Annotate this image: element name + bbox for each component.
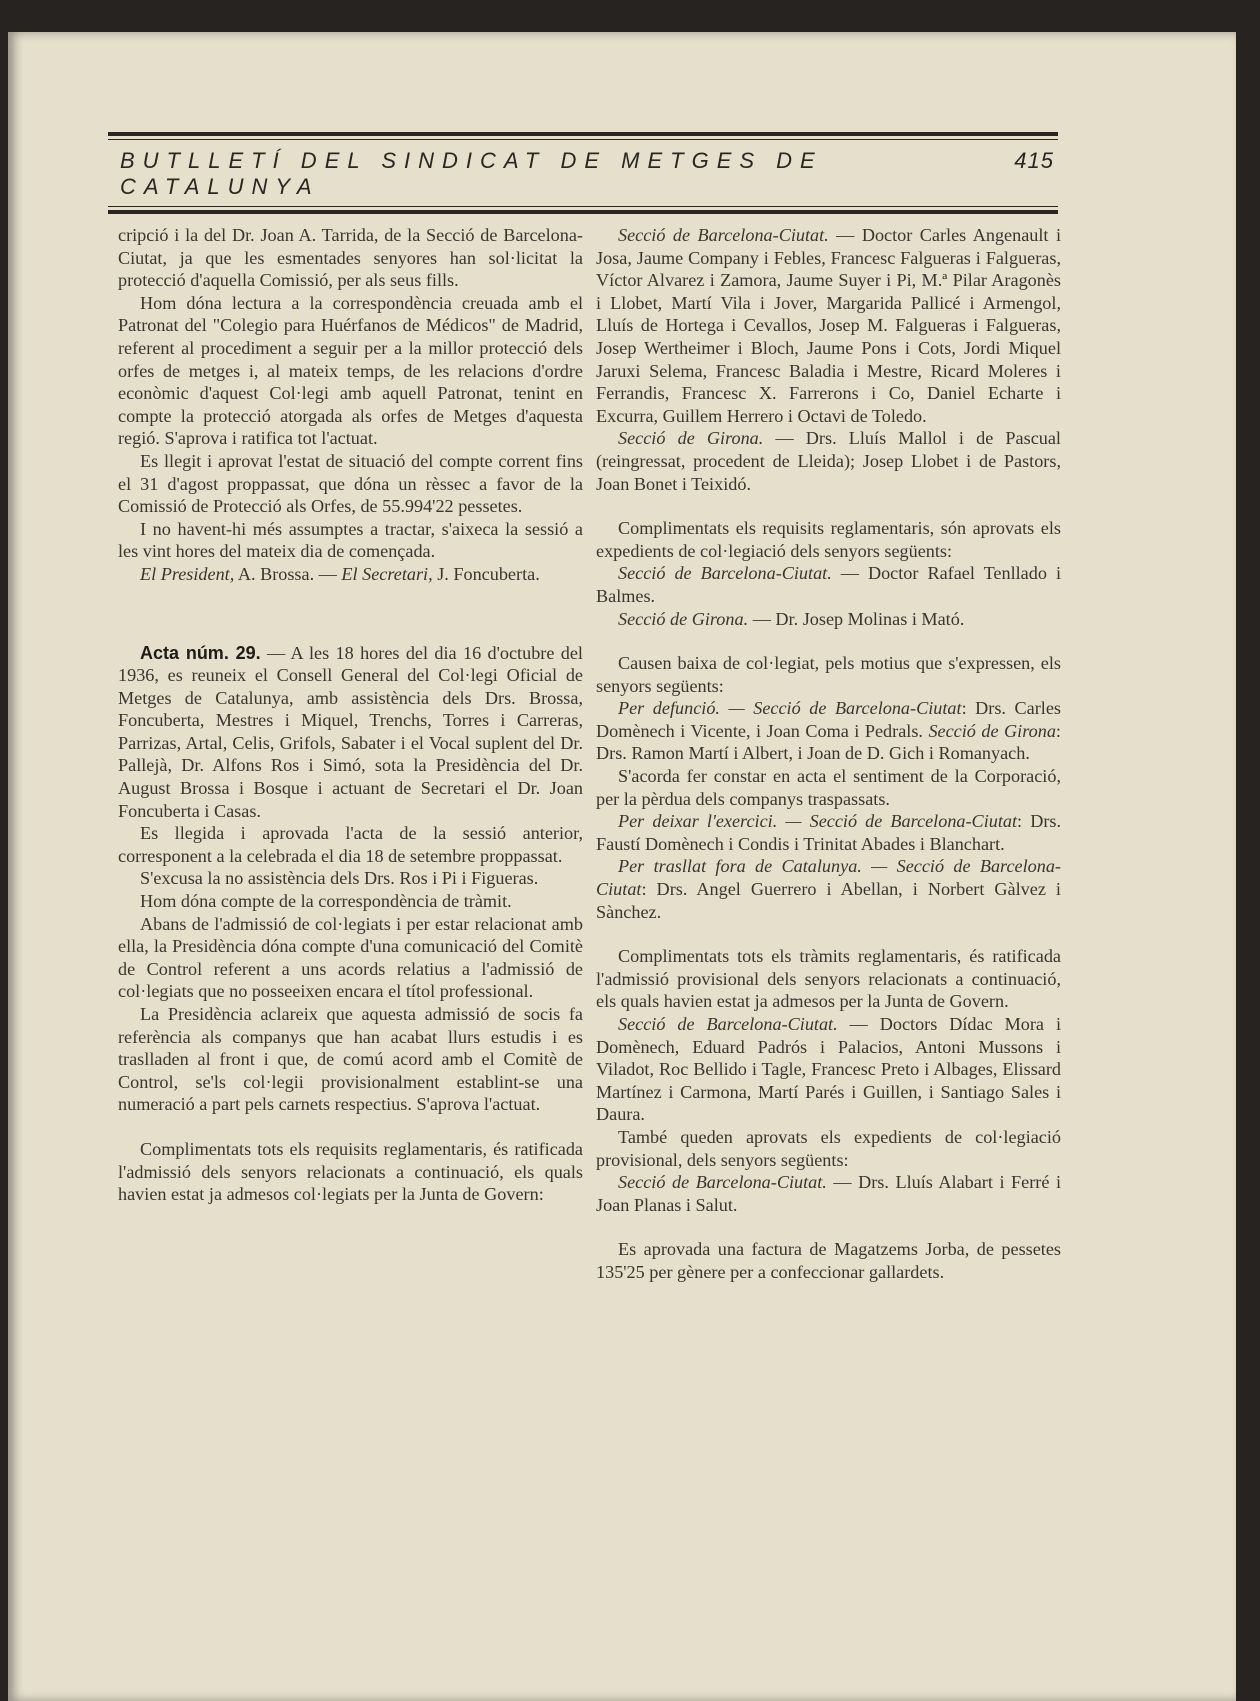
section-label: Per deixar l'exercici. — Secció de Barcelona-Ciutat: [618, 811, 1018, 832]
section-entry: [596, 427, 1061, 495]
section-entry: [596, 1171, 1061, 1216]
section-label: Secció de Girona.: [618, 608, 749, 629]
paragraph: S'excusa la no assistència dels Drs. Ros i Pi i Figueras.: [140, 868, 539, 889]
section-label: Secció de Girona.: [618, 428, 764, 449]
right-column: [596, 224, 1061, 1284]
signature-line: [118, 563, 583, 586]
paragraph: cripció i la del Dr. Joan A. Tarrida, de la Secció de Barcelona-Ciutat, ja que les esmentades senyores han sol·licitat la protecció d'aquella Comissió, per als seus fills.: [118, 225, 583, 291]
section-entry: [596, 608, 1061, 631]
president-name: A. Brossa. —: [234, 563, 342, 584]
section-entry: [596, 1013, 1061, 1126]
section-entry: [596, 810, 1061, 855]
acta-paragraph: [118, 642, 583, 823]
paragraph: I no havent-hi més assumptes a tractar, s'aixeca la sessió a les vint hores del mateix dia de començada.: [118, 518, 583, 562]
section-label: Secció de Barcelona-Ciutat.: [618, 563, 832, 584]
section-text: — Drs. Lluís Alabart i Ferré i Joan Planas i Salut.: [596, 1172, 1061, 1215]
section-text: : Drs. Faustí Domènech i Condis i Trinitat Abades i Blanchart.: [596, 811, 1062, 854]
running-header: [108, 132, 1058, 214]
paragraph: Complimentats tots els tràmits reglamentaris, és ratificada l'admissió provisional dels senyors relacionats a continuació, els quals havien estat ja admesos per la Junta de Govern.: [596, 946, 1061, 1012]
paragraph: Causen baixa de col·legiat, pels motius que s'expressen, els senyors següents:: [596, 653, 1061, 696]
section-entry: [596, 697, 1061, 765]
paragraph: Complimentats els requisits reglamentaris, són aprovats els expedients de col·legiació dels senyors següents:: [596, 518, 1061, 561]
section-text: — Drs. Lluís Mallol i de Pascual (reingressat, procedent de Lleida); Josep Llobet i de Pastors, Joan Bonet i Teixidó.: [596, 428, 1061, 494]
header-rule-bottom-thin: [108, 206, 1058, 207]
section-label: Secció de Barcelona-Ciutat.: [618, 1014, 838, 1034]
section-label: Per trasllat fora de Catalunya. — Secció de Barcelona-Ciutat: [596, 856, 1061, 900]
header-rule-bottom: [108, 210, 1058, 214]
section-text: : Drs. Ramon Martí i Albert, i Joan de D. Gich i Romanyach.: [596, 720, 1061, 764]
section-text: : Drs. Angel Guerrero i Abellan, i Norbert Gàlvez i Sànchez.: [596, 879, 1061, 922]
president-label: El President,: [140, 563, 235, 584]
paragraph: La Presidència aclareix que aquesta admissió de socis fa referència als companys que han acabat llurs estudis i es traslladen al front i que, de comú acord amb el Comitè de Control, se'ls col·legii provisionalment establint-se una numeració a part pels carnets respectius. S'aprova l'actuat.: [118, 1004, 583, 1115]
secretary-name: J. Foncuberta.: [432, 563, 540, 584]
section-entry: [596, 855, 1061, 923]
paragraph: Abans de l'admissió de col·legiats i per estar relacionat amb ella, la Presidència dóna compte d'una comunicació del Comitè de Control referent a uns acords relatius a l'admissió de col·legiats que no posseeixen encara el títol professional.: [118, 913, 583, 1002]
section-text: — Doctor Rafael Tenllado i Balmes.: [596, 563, 1061, 606]
section-label: Secció de Girona: [928, 720, 1056, 741]
section-text: : Drs. Carles Domènech i Vicente, i Joan Coma i Pedrals.: [596, 698, 1061, 741]
paragraph: Hom dóna lectura a la correspondència creuada amb el Patronat del "Colegio para Huérfanos de Médicos" de Madrid, referent al procediment a seguir per a la millor protecció dels orfes de metges i, al mateix temps, de les relacions d'ordre econòmic d'aquest Col·legi amb aquell Patronat, tenint en compte la protecció atorgada als orfes de Metges d'aquesta regió. S'aprova i ratifica tot l'actuat.: [118, 292, 583, 449]
journal-title: BUTLLETÍ DEL SINDICAT DE METGES DE CATALUNYA: [120, 148, 823, 199]
acta-heading: Acta núm. 29.: [140, 642, 261, 663]
paragraph: Es llegit i aprovat l'estat de situació del compte corrent fins el 31 d'agost proppassat, que dóna un rèssec a favor de la Comissió de Protecció als Orfes, de 55.994'22 pessetes.: [118, 450, 583, 517]
paragraph: Es llegida i aprovada l'acta de la sessió anterior, corresponent a la celebrada el dia 18 de setembre proppassat.: [118, 823, 583, 866]
section-entry: [596, 224, 1061, 427]
paragraph: Hom dóna compte de la correspondència de tràmit.: [140, 891, 512, 912]
header-rule-top: [108, 132, 1058, 136]
secretary-label: El Secretari,: [341, 563, 433, 584]
paragraph: S'acorda fer constar en acta el sentiment de la Corporació, per la pèrdua dels companys traspassats.: [596, 766, 1061, 809]
section-entry: [596, 562, 1061, 607]
section-text: — Doctors Dídac Mora i Domènech, Eduard Padrós i Palacios, Antoni Mussons i Viladot, Roc Bellido i Tagle, Francesc Preto i Albages, Elissard Martínez i Carmona, Martí Parés i Guillen, i Santiago Sales i Daura.: [596, 1014, 1061, 1125]
page-number: 415: [1014, 148, 1054, 173]
section-label: Per defunció. — Secció de Barcelona-Ciutat: [618, 698, 962, 719]
paragraph: També queden aprovats els expedients de col·legiació provisional, dels senyors següents:: [596, 1126, 1061, 1170]
left-column: [118, 224, 583, 1206]
section-label: Secció de Barcelona-Ciutat.: [618, 1172, 827, 1193]
section-text: — Dr. Josep Molinas i Mató.: [748, 608, 965, 629]
section-text: — Doctor Carles Angenault i Josa, Jaume Company i Febles, Francesc Falgueras i Falgueras, Víctor Alvarez i Zamora, Jaume Suyer i Pi, M.ª Pilar Aragonès i Llobet, Martí Vila i Jover, Margarida Pallicé i Armengol, Lluís de Hortega i Cevallos, Josep M. Falgueras i Falgueras, Josep Wertheimer i Bloch, Jaume Pons i Cots, Jordi Miquel Jaruxi Selema, Francesc Baladia i Mestre, Ricard Moleres i Ferrandis, Francesc X. Farrerons i Co, Daniel Echarte i Excurra, Guillem Herrero i Octavi de Toledo.: [596, 225, 1061, 426]
acta-text: — A les 18 hores del dia 16 d'octubre del 1936, es reuneix el Consell General del Col·legi Oficial de Metges de Catalunya, amb assistència dels Drs. Brossa, Foncuberta, Mestres i Miquel, Trenchs, Torres i Carreras, Parrizas, Artal, Celis, Grifols, Sabater i el Vocal suplent del Dr. Pallejà, Dr. Alfons Ros i Simó, sota la Presidència del Dr. August Brossa i Bosque i actuant de Secretari el Dr. Joan Foncuberta i Casas.: [118, 642, 583, 821]
paragraph: Complimentats tots els requisits reglamentaris, és ratificada l'admissió dels senyors relacionats a continuació, els quals havien estat ja admesos col·legiats per la Junta de Govern:: [118, 1138, 583, 1205]
section-label: Secció de Barcelona-Ciutat.: [618, 225, 829, 245]
paragraph: Es aprovada una factura de Magatzems Jorba, de pessetes 135'25 per gènere per a confeccionar gallardets.: [596, 1239, 1061, 1282]
